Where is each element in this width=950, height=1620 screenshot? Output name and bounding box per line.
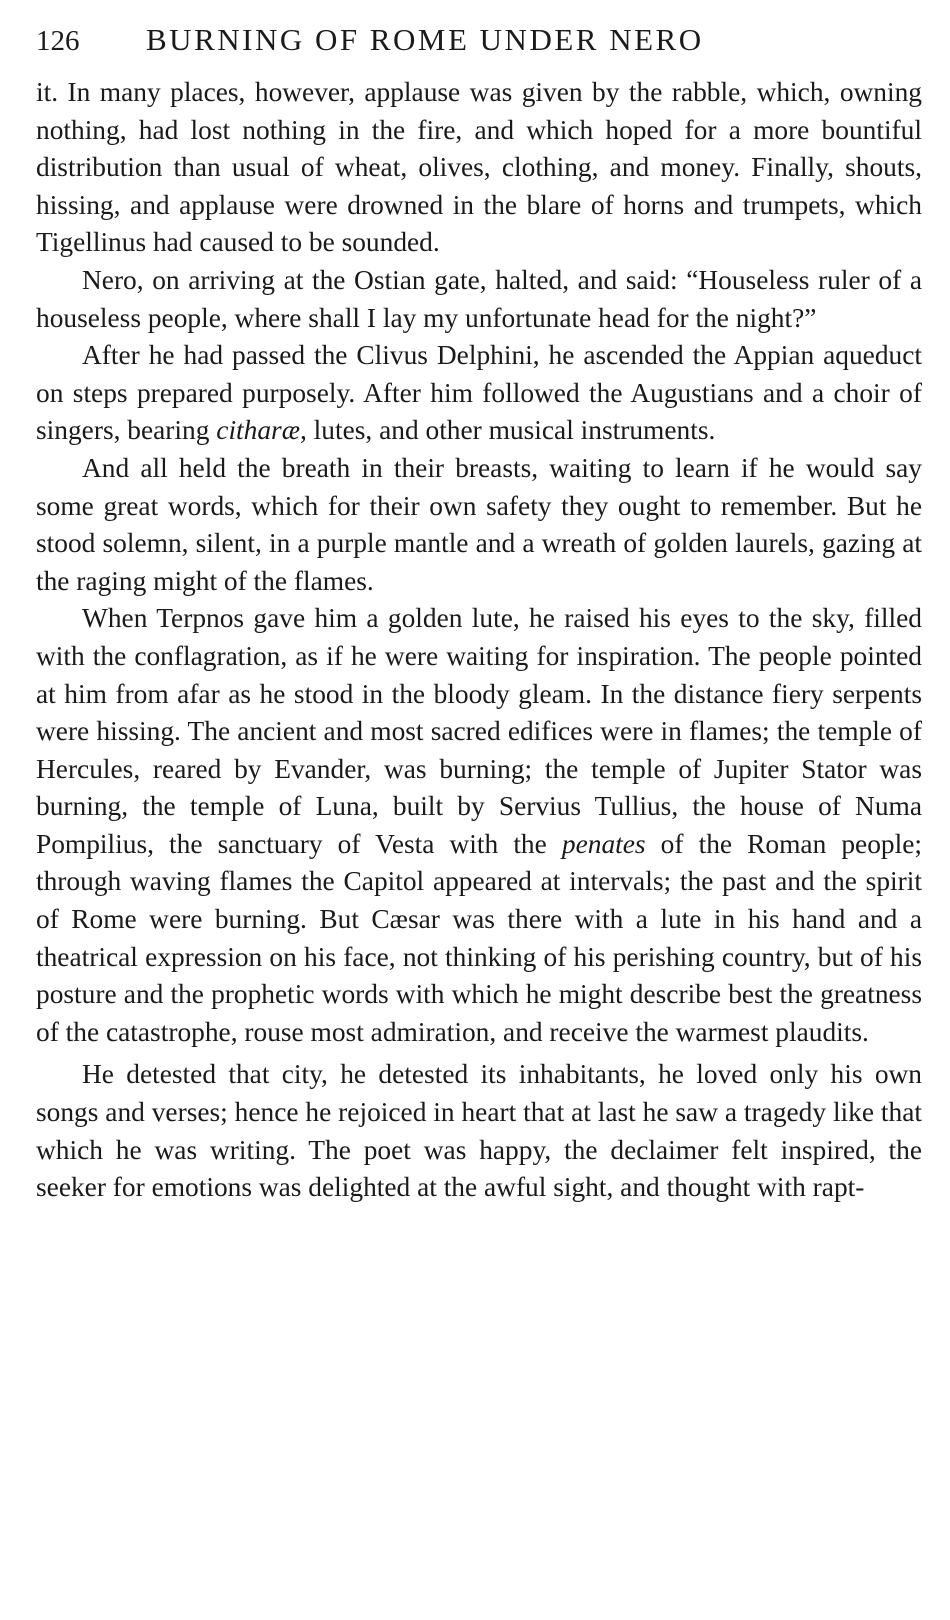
paragraph-3	[36, 337, 922, 450]
paragraph-5-text-start: When Terpnos gave him a golden lute, he raised his eyes to the sky, filled with the conflagration, as if he were waiting for inspiration. The people pointed at him from afar as he stood in the bloody gleam. In the distance fiery serpents were hissing. The ancient and most sacred edifices were in flames; the temple of Hercules, reared by Evander, was burning; the temple of Jupiter Stator was burning, the temple of Luna, built by Servius Tullius, the house of Numa Pompilius, the sanctuary of Vesta with the	[36, 603, 922, 859]
italic-citharae: citharæ,	[216, 415, 307, 446]
paragraph-5-text-end: of the Roman people; through waving flames the Capitol appeared at intervals; the past and the spirit of Rome were burning. But Cæsar was there with a lute in his hand and a theatrical expression on his face, not thinking of his perishing country, but of his posture and the prophetic words with which he might describe best the greatness of the catastrophe, rouse most admiration, and receive the warmest plaudits.	[36, 828, 922, 1047]
paragraph-5	[36, 600, 922, 1051]
paragraph-1: it. In many places, however, applause was given by the rabble, which, owning nothing, had lost nothing in the fire, and which hoped for a more bountiful distribution than usual of wheat, olives, clothing, and money. Finally, shouts, hissing, and applause were drowned in the blare of horns and trumpets, which Tigellinus had caused to be sounded.	[36, 77, 922, 258]
body-text	[36, 74, 922, 1207]
paragraph-2: Nero, on arriving at the Ostian gate, halted, and said: “Houseless ruler of a houseless people, where shall I lay my unfortunate head for the night?”	[36, 264, 922, 333]
paragraph-6: He detested that city, he detested its inhabitants, he loved only his own songs and verses; hence he rejoiced in heart that at last he saw a tragedy like that which he was writing. The poet was happy, the declaimer felt inspired, the seeker for emotions was delighted at the awful sight, and thought with rapt-	[36, 1059, 922, 1203]
italic-penates: penates	[561, 828, 646, 859]
paragraph-3-text-start: After he had passed the Clivus Delphini, he ascended the Appian aqueduct on steps prepared purposely. After him followed the Augustians and a choir of singers, bearing	[36, 340, 922, 446]
running-title: BURNING OF ROME UNDER NERO	[146, 22, 704, 57]
book-page	[36, 22, 922, 1207]
paragraph-4: And all held the breath in their breasts, waiting to learn if he would say some great words, which for their own safety they ought to remember. But he stood solemn, silent, in a purple mantle and a wreath of golden laurels, gazing at the raging might of the flames.	[36, 452, 922, 596]
page-number: 126	[36, 25, 80, 57]
running-head	[36, 22, 922, 74]
paragraph-3-text-end: lutes, and other musical instruments.	[306, 415, 716, 446]
